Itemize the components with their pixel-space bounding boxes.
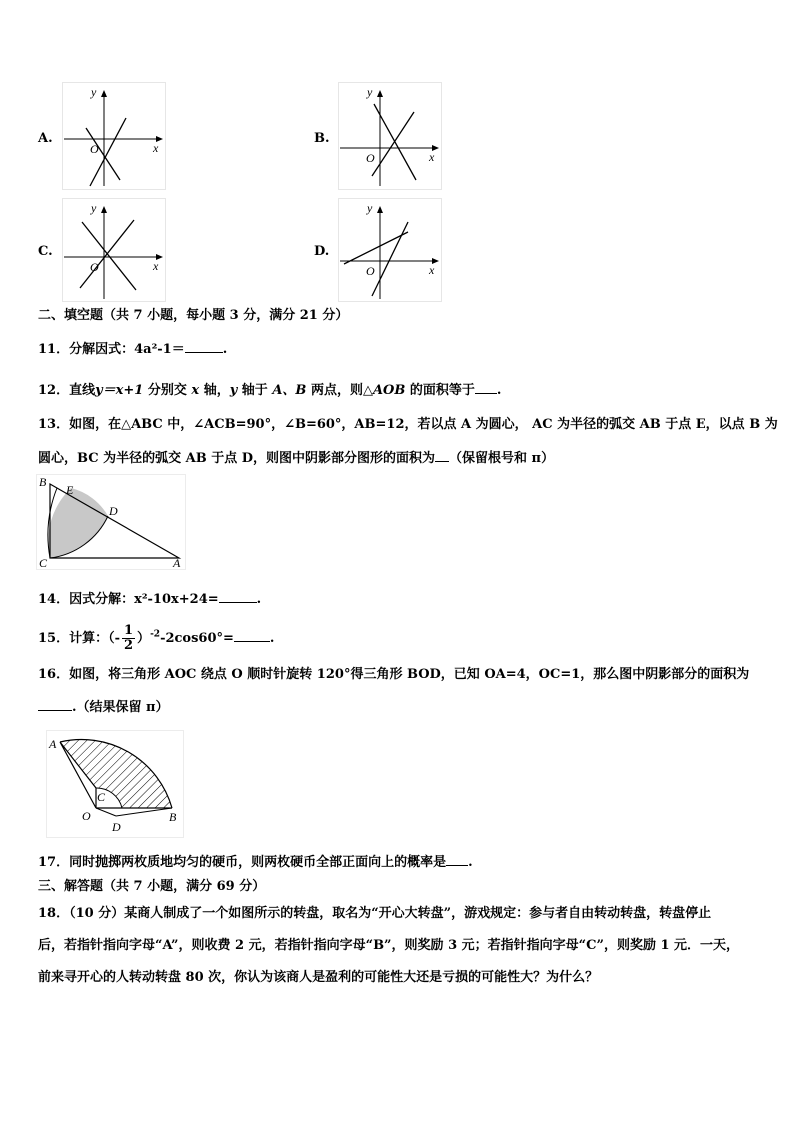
origin-label: O	[366, 264, 375, 278]
question-18-line-2: 后，若指针指向字母“A”，则收费 2 元，若指针指向字母“B”，则奖励 3 元；若指针指向字母“C”，则奖励 1 元．一天，	[38, 938, 740, 953]
answer-blank	[234, 629, 270, 642]
question-16-text: .（结果保留 π）	[72, 700, 169, 715]
question-17-text: 17．同时抛掷两枚质地均匀的硬币，则两枚硬币全部正面向上的概率是	[38, 855, 447, 870]
x-label: x	[153, 141, 159, 155]
point-d-label: D	[112, 820, 121, 834]
question-12-y: y	[229, 383, 238, 398]
origin-label: O	[366, 151, 375, 165]
question-11	[38, 340, 227, 358]
question-13-text: 圆心，BC 为半径的弧交 AB 于点 D，则图中阴影部分图形的面积为	[38, 451, 436, 466]
answer-blank	[435, 449, 449, 462]
question-12-tail: .	[496, 383, 502, 398]
question-17	[38, 853, 473, 871]
point-b-label: B	[169, 810, 177, 824]
origin-label: O	[90, 142, 99, 156]
question-14-text: 因式分解：x²-10x+24=	[69, 592, 219, 607]
point-a-label: A	[49, 737, 57, 751]
question-13-line-2	[38, 449, 554, 467]
question-12-x: x	[191, 383, 200, 398]
question-12-text: 轴，	[199, 383, 230, 398]
line-2	[372, 222, 408, 296]
question-13-figure	[36, 474, 186, 570]
y-label: y	[367, 201, 373, 215]
exponent: -2	[150, 629, 161, 640]
y-axis-arrow-icon	[377, 90, 383, 97]
question-11-text: 分解因式：4a²-1＝	[69, 342, 185, 357]
option-b-graph	[338, 82, 442, 190]
question-16-line-1: 16．如图，将三角形 AOC 绕点 O 顺时针旋转 120°得三角形 BOD，已知 OA=4，OC=1，那么图中阴影部分的面积为	[38, 667, 750, 682]
option-a-label: A.	[38, 131, 53, 146]
point-b-label: B	[39, 475, 47, 489]
question-14	[38, 590, 261, 608]
question-12-text: 的面积等于	[405, 383, 475, 398]
point-d-label: D	[109, 504, 118, 518]
x-label: x	[429, 150, 435, 164]
y-label: y	[91, 85, 97, 99]
point-o-label: O	[82, 809, 91, 823]
option-b-label: B.	[314, 131, 330, 146]
y-label: y	[91, 201, 97, 215]
question-11-number: 11．	[38, 342, 70, 357]
answer-blank	[185, 340, 223, 353]
y-label: y	[367, 85, 373, 99]
point-c-label: C	[97, 790, 106, 804]
line-1	[344, 232, 408, 264]
question-14-tail: .	[256, 592, 262, 607]
x-label: x	[429, 263, 435, 277]
question-12-text: 两点，则△	[306, 383, 373, 398]
question-12-triangle: AOB	[372, 383, 406, 398]
fraction-denominator: 2	[124, 638, 134, 653]
option-c-label: C.	[38, 244, 53, 259]
question-12-text: 直线	[69, 383, 96, 398]
question-13-tail: （保留根号和 π）	[449, 451, 555, 466]
segment-od	[96, 808, 116, 816]
shaded-region	[48, 484, 108, 558]
question-16-line-2	[38, 698, 169, 716]
question-12-number: 12．	[38, 383, 70, 398]
question-15-number: 15．	[38, 631, 70, 646]
question-18-line-1: 18．（10 分）某商人制成了一个如图所示的转盘，取名为“开心大转盘”，游戏规定：参与者自由转动转盘，转盘停止	[38, 906, 712, 921]
line-2	[372, 112, 414, 176]
answer-blank	[38, 698, 72, 711]
question-18-line-3: 前来寻开心的人转动转盘 80 次，你认为该商人是盈利的可能性大还是亏损的可能性大？为什么？	[38, 970, 599, 985]
question-15-text: ）	[137, 631, 151, 646]
answer-blank	[475, 381, 497, 394]
option-c-graph	[62, 198, 166, 302]
question-12-points: A、B	[272, 383, 307, 398]
question-17-tail: .	[468, 855, 473, 870]
question-15-tail: .	[269, 631, 275, 646]
option-a-graph	[62, 82, 166, 190]
option-d-label: D.	[314, 244, 330, 259]
option-d-graph	[338, 198, 442, 302]
question-15-text: 计算：（-	[69, 631, 120, 646]
fraction-numerator: 1	[124, 623, 134, 638]
question-15-text: -2cos60°=	[160, 631, 234, 646]
question-12-expression: y＝x+1	[95, 383, 144, 398]
question-12-text: 分别交	[143, 383, 192, 398]
question-13-line-1: 13．如图，在△ABC 中，∠ACB=90°，∠B=60°，AB=12，若以点 A 为圆心， AC 为半径的弧交 AB 于点 E，以点 B 为	[38, 417, 778, 432]
x-label: x	[153, 259, 159, 273]
point-e-label: E	[66, 483, 74, 497]
question-12	[38, 381, 501, 399]
point-a-label: A	[173, 556, 181, 570]
answer-blank	[219, 590, 257, 603]
fraction	[122, 624, 135, 653]
section-2-title: 二、填空题（共 7 小题，每小题 3 分，满分 21 分）	[38, 308, 349, 323]
section-3-title: 三、解答题（共 7 小题，满分 69 分）	[38, 879, 266, 894]
origin-label: O	[90, 260, 99, 274]
y-axis-arrow-icon	[377, 206, 383, 213]
question-11-tail: .	[222, 342, 228, 357]
question-15	[38, 624, 274, 653]
question-12-text: 轴于	[237, 383, 273, 398]
question-14-number: 14．	[38, 592, 70, 607]
y-axis-arrow-icon	[101, 90, 107, 97]
line-1	[82, 222, 136, 290]
segment-db	[116, 808, 172, 816]
question-16-figure	[46, 730, 184, 838]
y-axis-arrow-icon	[101, 206, 107, 213]
point-c-label: C	[39, 556, 48, 570]
answer-blank	[446, 853, 468, 866]
